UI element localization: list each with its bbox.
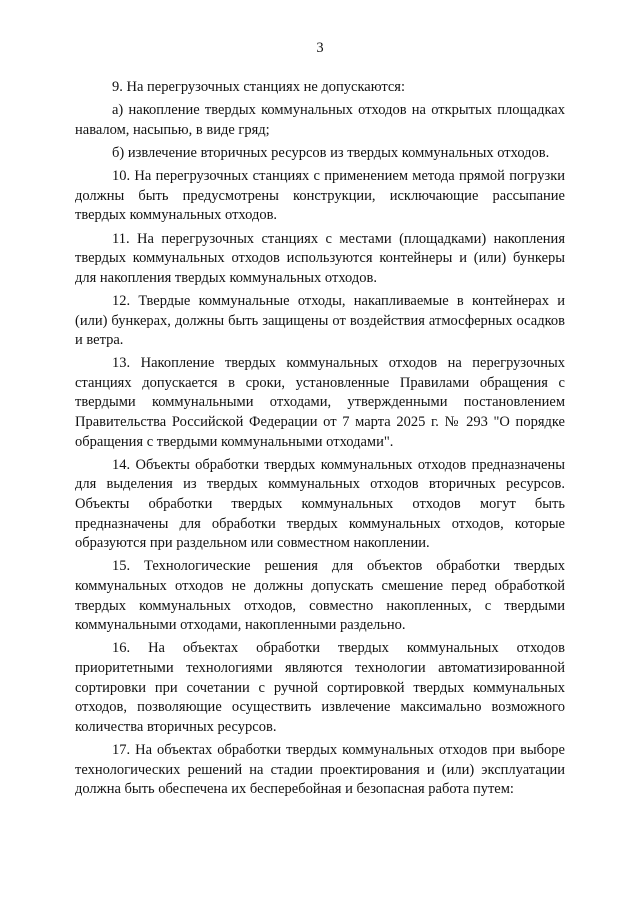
paragraph-13: 13. Накопление твердых коммунальных отходов на перегрузочных станциях допускается в сроки, установленные Правилами обращения с твердыми коммунальными отходами, утвержденными постановлением Правительства Российской Федерации от 7 марта 2025 г. № 293 "О порядке обращения с твердыми коммунальными отходами". [75,355,565,450]
page-number: 3 [316,40,324,56]
paragraph-14: 14. Объекты обработки твердых коммунальных отходов предназначены для выделения из твердых коммунальных отходов вторичных ресурсов. Объекты обработки твердых коммунальных отходов могут быть предназначены для обработки твердых коммунальных отходов, которые образуются при раздельном или совместном накоплении. [75,456,565,552]
paragraph-11: 11. На перегрузочных станциях с местами (площадками) накопления твердых коммунальных отходов используются контейнеры и (или) бункеры для накопления твердых коммунальных отходов. [75,230,565,286]
paragraph-12: 12. Твердые коммунальные отходы, накапливаемые в контейнерах и (или) бункерах, должны быть защищены от воздействия атмосферных осадков и ветра. [75,292,565,349]
document-body [75,78,565,803]
paragraph-15: 15. Технологические решения для объектов обработки твердых коммунальных отходов не должны допускать смешение перед обработкой твердых коммунальных отходов, совместно накопленных, с твердыми коммунальными отходами, накопленными раздельно. [75,558,565,634]
paragraph-10: 10. На перегрузочных станциях с применением метода прямой погрузки должны быть предусмотрены конструкции, исключающие рассыпание твердых коммунальных отходов. [75,168,565,224]
paragraph-9b: б) извлечение вторичных ресурсов из твердых коммунальных отходов. [112,144,550,161]
paragraph-9: 9. На перегрузочных станциях не допускаются: [112,79,406,95]
paragraph-9a: а) накопление твердых коммунальных отходов на открытых площадках навалом, насыпью, в виде гряд; [75,102,565,138]
paragraph-17: 17. На объектах обработки твердых коммунальных отходов при выборе технологических решений на стадии проектирования и (или) эксплуатации должна быть обеспечена их бесперебойная и безопасная работа путем: [75,741,565,798]
paragraph-16: 16. На объектах обработки твердых коммунальных отходов приоритетными технологиями являются технологии автоматизированной сортировки при сочетании с ручной сортировкой твердых коммунальных отходов, позволяющие осуществить извлечение максимально возможного количества вторичных ресурсов. [75,640,565,735]
